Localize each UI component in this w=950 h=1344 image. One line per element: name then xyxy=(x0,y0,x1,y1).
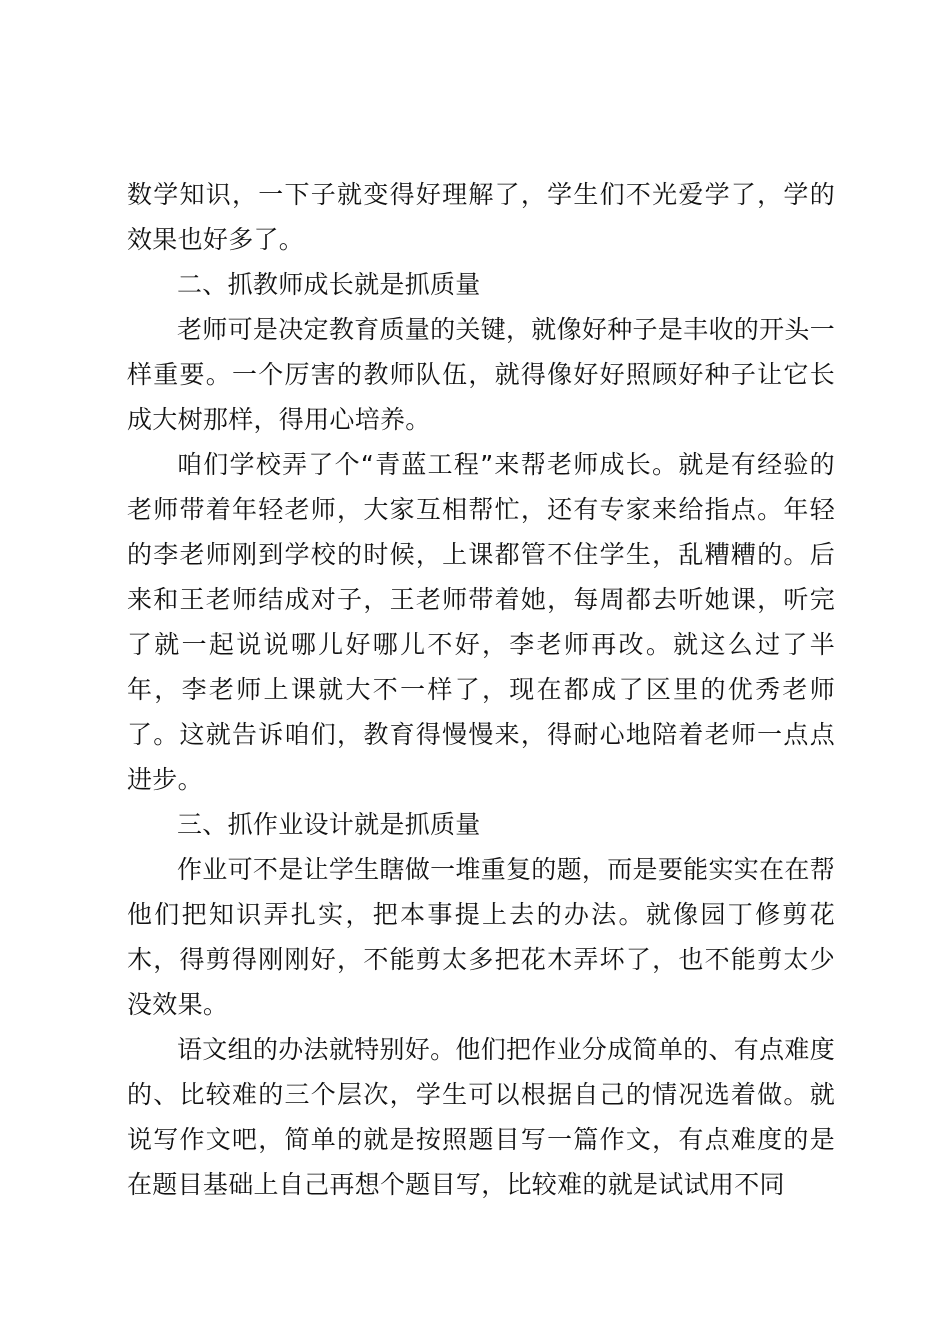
body-paragraph: 咱们学校弄了个“青蓝工程”来帮老师成长。就是有经验的老师带着年轻老师，大家互相帮忙，还有专家来给指点。年轻的李老师刚到学校的时候，上课都管不住学生，乱糟糟的。后来和王老师结成对子，王老师带着她，每周都去听她课，听完了就一起说说哪儿好哪儿不好，李老师再改。就这么过了半年，李老师上课就大不一样了，现在都成了区里的优秀老师了。这就告诉咱们，教育得慢慢来，得耐心地陪着老师一点点进步。 xyxy=(127,450,835,794)
body-paragraph: 作业可不是让学生瞎做一堆重复的题，而是要能实实在在帮他们把知识弄扎实，把本事提上去的办法。就像园丁修剪花木，得剪得刚刚好，不能剪太多把花木弄坏了，也不能剪太少没效果。 xyxy=(127,855,835,1019)
body-paragraph: 语文组的办法就特别好。他们把作业分成简单的、有点难度的、比较难的三个层次，学生可以根据自己的情况选着做。就说写作文吧，简单的就是按照题目写一篇作文，有点难度的是在题目基础上自己再想个题目写，比较难的就是试试用不同 xyxy=(127,1035,835,1199)
continuation-paragraph: 数学知识，一下子就变得好理解了，学生们不光爱学了，学的效果也好多了。 xyxy=(127,180,835,254)
section-heading-3: 三、抓作业设计就是抓质量 xyxy=(177,810,481,839)
section-heading-2: 二、抓教师成长就是抓质量 xyxy=(177,270,481,299)
document-body xyxy=(127,172,835,1207)
body-paragraph: 老师可是决定教育质量的关键，就像好种子是丰收的开头一样重要。一个厉害的教师队伍，就得像好好照顾好种子让它长成大树那样，得用心培养。 xyxy=(127,315,835,434)
